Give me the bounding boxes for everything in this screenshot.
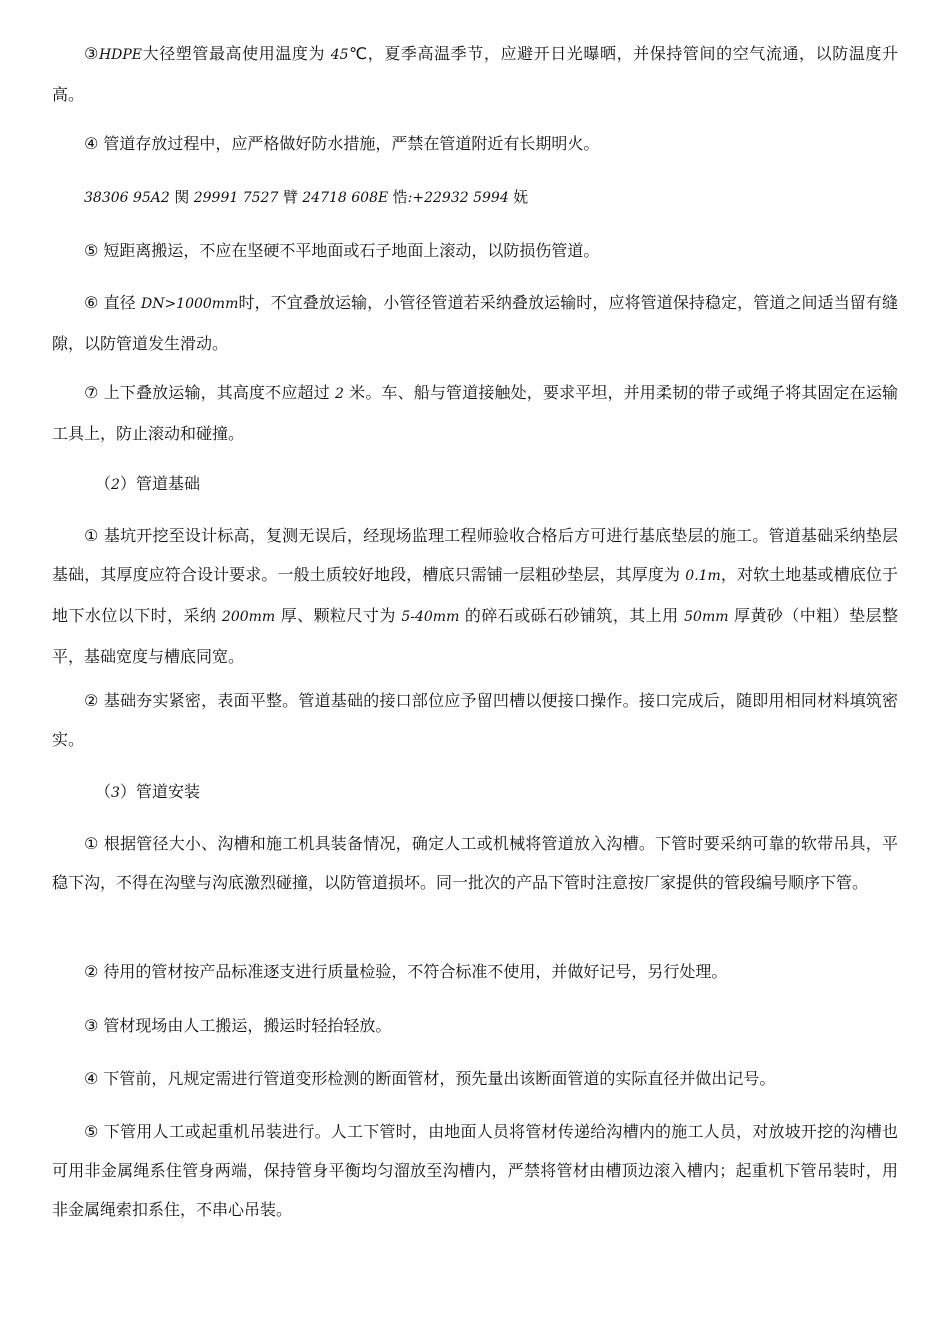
garbled-code-line: 38306 95A2 関 29991 7527 臂 24718 608E 悎:+22932 5994 妩 xyxy=(84,188,529,206)
diameter-value: DN>1000mm xyxy=(140,296,239,312)
section-heading-pipe-installation: （3）管道安装 xyxy=(95,782,200,801)
paragraph-quality-inspection: ② 待用的管材按产品标准逐支进行质量检验，不符合标准不使用，并做好记号，另行处理。 xyxy=(84,962,728,981)
paragraph-deformation-marking: ④ 下管前，凡规定需进行管道变形检测的断面管材，预先量出该断面管道的实际直径并做出记号。 xyxy=(84,1069,776,1088)
height-value: 2 xyxy=(335,386,344,402)
paragraph-foundation-compaction: ② 基础夯实紧密，表面平整。管道基础的接口部位应予留凹槽以便接口操作。接口完成后，随即用相同材料填筑密实。 xyxy=(52,691,898,749)
paragraph-short-transport: ⑤ 短距离搬运，不应在坚硬不平地面或石子地面上滚动，以防损伤管道。 xyxy=(84,241,600,260)
section-heading-pipe-foundation: （2）管道基础 xyxy=(95,474,200,493)
circled-number: ③ xyxy=(84,44,99,63)
paragraph-lowering-method: ① 根据管径大小、沟槽和施工机具装备情况，确定人工或机械将管道放入沟槽。下管时要采纳可靠的软带吊具，平稳下沟，不得在沟壁与沟底激烈碰撞，以防管道损坏。同一批次的产品下管时注意按厂家提供的管段编号顺序下管。 xyxy=(52,834,898,892)
temperature-value: 45 xyxy=(330,47,349,63)
paragraph-foundation-bedding: ① 基坑开挖至设计标高，复测无误后，经现场监理工程师验收合格后方可进行基底垫层的施工。管道基础采纳垫层基础，其厚度应符合设计要求。一般土质较好地段，槽底只需铺一层粗砂垫层，其厚度为 0.1m，对软土地基或槽底位于地下水位以下时，采纳 200mm 厚、颗粒尺寸为 5-40mm 的碎石或砾石砂铺筑，其上用 50mm 厚黄砂（中粗）垫层整平，基础宽度与槽底同宽。 xyxy=(52,526,898,666)
paragraph-manual-handling: ③ 管材现场由人工搬运，搬运时轻抬轻放。 xyxy=(84,1016,392,1035)
paragraph-lowering-operation: ⑤ 下管用人工或起重机吊装进行。人工下管时，由地面人员将管材传递给沟槽内的施工人员，对放坡开挖的沟槽也可用非金属绳系住管身两端，保持管身平衡均匀溜放至沟槽内，严禁将管材由槽顶边滚入槽内；起重机下管吊装时，用非金属绳索扣系住，不串心吊装。 xyxy=(52,1122,898,1219)
paragraph-hdpe-temperature: ③HDPE大径塑管最高使用温度为 45℃，夏季高温季节，应避开日光曝晒，并保持管间的空气流通，以防温度升高。 xyxy=(52,44,898,104)
paragraph-diameter-stacking: ⑥ 直径 DN>1000mm时，不宜叠放运输，小管径管道若采纳叠放运输时，应将管道保持稳定，管道之间适当留有缝隙，以防管道发生滑动。 xyxy=(52,293,898,353)
paragraph-storage-waterproof: ④ 管道存放过程中，应严格做好防水措施，严禁在管道附近有长期明火。 xyxy=(84,134,600,153)
material-code: HDPE xyxy=(98,47,143,63)
paragraph-stack-height: ⑦ 上下叠放运输，其高度不应超过 2 米。车、船与管道接触处，要求平坦，并用柔韧的带子或绳子将其固定在运输工具上，防止滚动和碰撞。 xyxy=(52,383,898,443)
